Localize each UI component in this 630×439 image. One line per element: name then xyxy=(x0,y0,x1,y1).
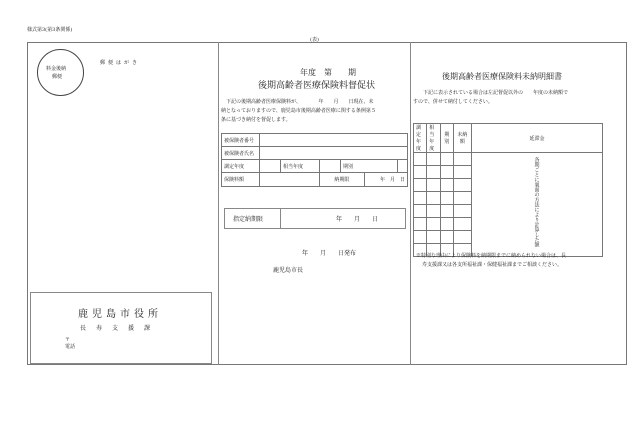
col-header: 調定年度 xyxy=(414,124,427,153)
deadline-label: 指定納期限 xyxy=(233,216,264,223)
divider xyxy=(280,208,281,229)
insured-no-value xyxy=(260,134,408,147)
stamp-text: 郵便 xyxy=(52,74,63,80)
notice-body: 条に基づき納付を督促します。 xyxy=(221,117,291,123)
side-label: (表) xyxy=(310,37,319,43)
notice-body: 下記の後期高齢者医療保険料が、 年 月 日現在、未 xyxy=(226,99,374,105)
applicable-year-label: 相当年度 xyxy=(281,160,320,173)
amount-label: 保険料額 xyxy=(222,173,260,187)
notice-body: 納となっておりますので、鹿児島市後期高齢者医療に関する条例第５ xyxy=(221,108,376,114)
late-fee-note: 各期ごとに裏面の方法により計算した額 xyxy=(533,157,540,247)
period-label: 期別 xyxy=(341,160,398,173)
col-header: 延滞金 xyxy=(472,124,603,153)
cell xyxy=(320,160,341,173)
col-header: 期別 xyxy=(440,124,453,153)
divider xyxy=(410,42,411,365)
detail-body: すので、併せて納付してください。 xyxy=(413,99,493,105)
issue-date: 年 月 日発布 xyxy=(302,250,357,257)
sender-tel: 電話 xyxy=(65,344,76,350)
cell xyxy=(260,160,281,173)
deadline-date: 年 月 日 xyxy=(336,216,379,223)
insured-name-label: 被保険者氏名 xyxy=(222,147,260,160)
due-label: 納期限 xyxy=(320,173,365,187)
detail-body: 下記に表示されている場合は左記督促以外の 年度の未納額で xyxy=(423,90,569,96)
detail-footer: 寿支援課又は各支所福祉課・保健福祉課までご相談ください。 xyxy=(422,262,563,268)
notice-table xyxy=(221,133,408,187)
amount-value xyxy=(260,173,320,187)
detail-title: 後期高齢者医療保険料未納明細書 xyxy=(442,72,562,81)
due-date: 年 月 日 xyxy=(364,173,407,187)
detail-table xyxy=(413,123,603,257)
col-header: 相当年度 xyxy=(427,124,440,153)
detail-footer: ※特別な理由により保険料を納期限までに納められない場合は、長 xyxy=(416,253,567,259)
sender-postal: 〒 xyxy=(65,337,71,343)
col-header: 未納額 xyxy=(453,124,471,153)
insured-no-label: 被保険者番号 xyxy=(222,134,260,147)
issuer: 鹿児島市長 xyxy=(273,267,304,274)
notice-period: 年度 第 期 xyxy=(300,68,356,77)
divider xyxy=(218,42,219,365)
assess-year-label: 調定年度 xyxy=(222,160,260,173)
postcard-label: 郵便はがき xyxy=(100,60,141,66)
sender-office: 鹿児島市役所 xyxy=(78,309,162,320)
notice-title: 後期高齢者医療保険料督促状 xyxy=(258,81,376,91)
sender-dept: 長寿支援課 xyxy=(80,325,161,332)
form-id: 様式第3(第3条関係) xyxy=(27,27,73,33)
stamp-text: 料金後納 xyxy=(46,66,67,72)
cell xyxy=(397,160,407,173)
insured-name-value xyxy=(260,147,408,160)
